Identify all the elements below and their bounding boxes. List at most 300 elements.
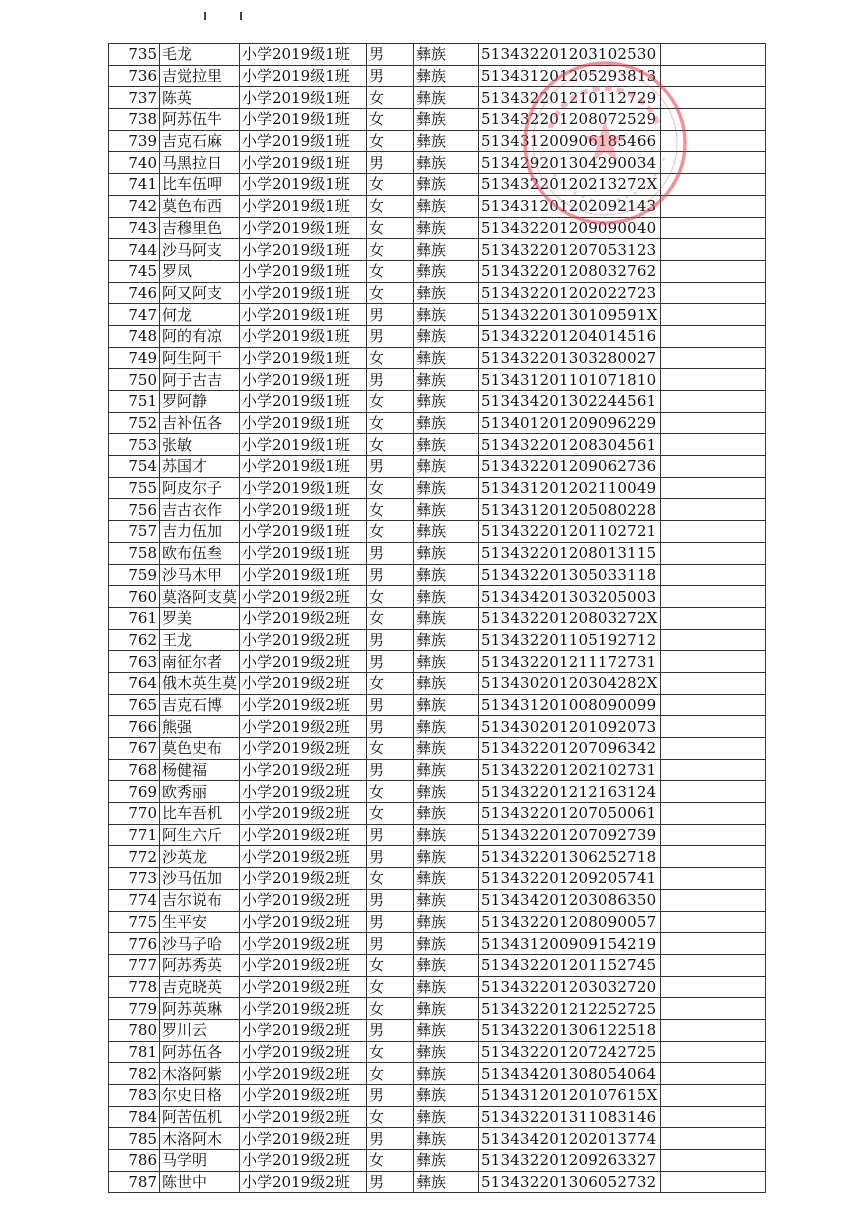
row-number-cell: 776 bbox=[109, 933, 160, 955]
student-name-cell: 比车伍呷 bbox=[160, 174, 240, 196]
empty-cell bbox=[660, 152, 765, 174]
table-row bbox=[109, 1019, 766, 1041]
id-number-cell: 513431201205293813 bbox=[479, 65, 661, 87]
ethnicity-cell: 彝族 bbox=[414, 217, 479, 239]
class-name-cell: 小学2019级2班 bbox=[240, 1019, 367, 1041]
row-number-cell: 747 bbox=[109, 304, 160, 326]
row-number-cell: 769 bbox=[109, 781, 160, 803]
class-name-cell: 小学2019级2班 bbox=[240, 607, 367, 629]
empty-cell bbox=[660, 586, 765, 608]
ethnicity-cell: 彝族 bbox=[414, 954, 479, 976]
scan-mark bbox=[204, 12, 206, 20]
row-number-cell: 779 bbox=[109, 998, 160, 1020]
class-name-cell: 小学2019级2班 bbox=[240, 976, 367, 998]
gender-cell: 女 bbox=[367, 195, 414, 217]
gender-cell: 男 bbox=[367, 759, 414, 781]
id-number-cell: 513434201302244561 bbox=[479, 391, 661, 413]
empty-cell bbox=[660, 499, 765, 521]
student-name-cell: 阿苏伍牛 bbox=[160, 109, 240, 131]
table-row bbox=[109, 1150, 766, 1172]
ethnicity-cell: 彝族 bbox=[414, 933, 479, 955]
class-name-cell: 小学2019级2班 bbox=[240, 1150, 367, 1172]
ethnicity-cell: 彝族 bbox=[414, 477, 479, 499]
class-name-cell: 小学2019级1班 bbox=[240, 369, 367, 391]
class-name-cell: 小学2019级1班 bbox=[240, 174, 367, 196]
class-name-cell: 小学2019级2班 bbox=[240, 911, 367, 933]
table-row bbox=[109, 716, 766, 738]
ethnicity-cell: 彝族 bbox=[414, 130, 479, 152]
class-name-cell: 小学2019级2班 bbox=[240, 868, 367, 890]
table-row bbox=[109, 412, 766, 434]
student-name-cell: 陈英 bbox=[160, 87, 240, 109]
empty-cell bbox=[660, 260, 765, 282]
empty-cell bbox=[660, 434, 765, 456]
empty-cell bbox=[660, 846, 765, 868]
student-name-cell: 莫色布西 bbox=[160, 195, 240, 217]
gender-cell: 女 bbox=[367, 954, 414, 976]
student-name-cell: 沙马木甲 bbox=[160, 564, 240, 586]
gender-cell: 女 bbox=[367, 521, 414, 543]
row-number-cell: 785 bbox=[109, 1128, 160, 1150]
class-name-cell: 小学2019级1班 bbox=[240, 282, 367, 304]
table-row bbox=[109, 1085, 766, 1107]
class-name-cell: 小学2019级1班 bbox=[240, 477, 367, 499]
row-number-cell: 735 bbox=[109, 44, 160, 66]
ethnicity-cell: 彝族 bbox=[414, 434, 479, 456]
row-number-cell: 786 bbox=[109, 1150, 160, 1172]
ethnicity-cell: 彝族 bbox=[414, 369, 479, 391]
ethnicity-cell: 彝族 bbox=[414, 325, 479, 347]
class-name-cell: 小学2019级1班 bbox=[240, 109, 367, 131]
table-row bbox=[109, 1063, 766, 1085]
row-number-cell: 743 bbox=[109, 217, 160, 239]
table-row bbox=[109, 933, 766, 955]
student-name-cell: 阿于古吉 bbox=[160, 369, 240, 391]
ethnicity-cell: 彝族 bbox=[414, 1019, 479, 1041]
class-name-cell: 小学2019级1班 bbox=[240, 564, 367, 586]
id-number-cell: 513434201203086350 bbox=[479, 889, 661, 911]
class-name-cell: 小学2019级1班 bbox=[240, 195, 367, 217]
table-row bbox=[109, 889, 766, 911]
gender-cell: 女 bbox=[367, 109, 414, 131]
row-number-cell: 774 bbox=[109, 889, 160, 911]
ethnicity-cell: 彝族 bbox=[414, 738, 479, 760]
student-name-cell: 阿又阿支 bbox=[160, 282, 240, 304]
ethnicity-cell: 彝族 bbox=[414, 1128, 479, 1150]
table-row bbox=[109, 130, 766, 152]
gender-cell: 女 bbox=[367, 391, 414, 413]
id-number-cell: 513431201008090099 bbox=[479, 694, 661, 716]
empty-cell bbox=[660, 347, 765, 369]
id-number-cell: 513432201209090040 bbox=[479, 217, 661, 239]
gender-cell: 男 bbox=[367, 325, 414, 347]
student-name-cell: 阿苏伍各 bbox=[160, 1041, 240, 1063]
row-number-cell: 758 bbox=[109, 542, 160, 564]
empty-cell bbox=[660, 629, 765, 651]
student-name-cell: 吉补伍各 bbox=[160, 412, 240, 434]
table-row bbox=[109, 391, 766, 413]
id-number-cell: 513432201212252725 bbox=[479, 998, 661, 1020]
student-name-cell: 罗凤 bbox=[160, 260, 240, 282]
student-name-cell: 木洛阿紫 bbox=[160, 1063, 240, 1085]
empty-cell bbox=[660, 304, 765, 326]
row-number-cell: 748 bbox=[109, 325, 160, 347]
table-row bbox=[109, 998, 766, 1020]
table-row bbox=[109, 1041, 766, 1063]
student-name-cell: 沙马伍加 bbox=[160, 868, 240, 890]
student-name-cell: 比车吾机 bbox=[160, 803, 240, 825]
ethnicity-cell: 彝族 bbox=[414, 1171, 479, 1193]
id-number-cell: 513432201211172731 bbox=[479, 651, 661, 673]
class-name-cell: 小学2019级2班 bbox=[240, 694, 367, 716]
row-number-cell: 782 bbox=[109, 1063, 160, 1085]
student-name-cell: 杨健福 bbox=[160, 759, 240, 781]
row-number-cell: 756 bbox=[109, 499, 160, 521]
gender-cell: 男 bbox=[367, 629, 414, 651]
ethnicity-cell: 彝族 bbox=[414, 347, 479, 369]
id-number-cell: 513431200909154219 bbox=[479, 933, 661, 955]
class-name-cell: 小学2019级1班 bbox=[240, 152, 367, 174]
gender-cell: 男 bbox=[367, 1019, 414, 1041]
id-number-cell: 513434201303205003 bbox=[479, 586, 661, 608]
ethnicity-cell: 彝族 bbox=[414, 629, 479, 651]
table-row bbox=[109, 1171, 766, 1193]
class-name-cell: 小学2019级2班 bbox=[240, 586, 367, 608]
row-number-cell: 755 bbox=[109, 477, 160, 499]
student-name-cell: 苏国才 bbox=[160, 456, 240, 478]
student-name-cell: 熊强 bbox=[160, 716, 240, 738]
table-row bbox=[109, 521, 766, 543]
id-number-cell: 513432201306252718 bbox=[479, 846, 661, 868]
empty-cell bbox=[660, 391, 765, 413]
gender-cell: 男 bbox=[367, 694, 414, 716]
gender-cell: 女 bbox=[367, 976, 414, 998]
id-number-cell: 513431201101071810 bbox=[479, 369, 661, 391]
ethnicity-cell: 彝族 bbox=[414, 391, 479, 413]
empty-cell bbox=[660, 130, 765, 152]
gender-cell: 男 bbox=[367, 542, 414, 564]
gender-cell: 男 bbox=[367, 933, 414, 955]
id-number-cell: 513432201209062736 bbox=[479, 456, 661, 478]
ethnicity-cell: 彝族 bbox=[414, 716, 479, 738]
row-number-cell: 784 bbox=[109, 1106, 160, 1128]
empty-cell bbox=[660, 759, 765, 781]
class-name-cell: 小学2019级1班 bbox=[240, 65, 367, 87]
table-row bbox=[109, 282, 766, 304]
empty-cell bbox=[660, 1085, 765, 1107]
id-number-cell: 513432201306122518 bbox=[479, 1019, 661, 1041]
row-number-cell: 750 bbox=[109, 369, 160, 391]
id-number-cell: 51343020120304282X bbox=[479, 672, 661, 694]
row-number-cell: 742 bbox=[109, 195, 160, 217]
ethnicity-cell: 彝族 bbox=[414, 694, 479, 716]
student-name-cell: 吉克石麻 bbox=[160, 130, 240, 152]
ethnicity-cell: 彝族 bbox=[414, 174, 479, 196]
id-number-cell: 513432201201152745 bbox=[479, 954, 661, 976]
table-row bbox=[109, 694, 766, 716]
gender-cell: 女 bbox=[367, 803, 414, 825]
table-row bbox=[109, 911, 766, 933]
id-number-cell: 513430201201092073 bbox=[479, 716, 661, 738]
empty-cell bbox=[660, 109, 765, 131]
id-number-cell: 513432201207096342 bbox=[479, 738, 661, 760]
gender-cell: 女 bbox=[367, 672, 414, 694]
ethnicity-cell: 彝族 bbox=[414, 781, 479, 803]
ethnicity-cell: 彝族 bbox=[414, 824, 479, 846]
row-number-cell: 744 bbox=[109, 239, 160, 261]
table-row bbox=[109, 65, 766, 87]
student-name-cell: 莫色史布 bbox=[160, 738, 240, 760]
student-name-cell: 何龙 bbox=[160, 304, 240, 326]
class-name-cell: 小学2019级2班 bbox=[240, 933, 367, 955]
student-name-cell: 罗阿静 bbox=[160, 391, 240, 413]
empty-cell bbox=[660, 738, 765, 760]
table-row bbox=[109, 347, 766, 369]
gender-cell: 男 bbox=[367, 65, 414, 87]
table-row bbox=[109, 152, 766, 174]
row-number-cell: 762 bbox=[109, 629, 160, 651]
gender-cell: 男 bbox=[367, 1128, 414, 1150]
row-number-cell: 745 bbox=[109, 260, 160, 282]
class-name-cell: 小学2019级1班 bbox=[240, 44, 367, 66]
empty-cell bbox=[660, 174, 765, 196]
student-name-cell: 吉穆里色 bbox=[160, 217, 240, 239]
table-row bbox=[109, 195, 766, 217]
ethnicity-cell: 彝族 bbox=[414, 868, 479, 890]
table-row bbox=[109, 260, 766, 282]
empty-cell bbox=[660, 1019, 765, 1041]
student-name-cell: 尔史日格 bbox=[160, 1085, 240, 1107]
ethnicity-cell: 彝族 bbox=[414, 456, 479, 478]
gender-cell: 女 bbox=[367, 477, 414, 499]
empty-cell bbox=[660, 824, 765, 846]
empty-cell bbox=[660, 607, 765, 629]
row-number-cell: 781 bbox=[109, 1041, 160, 1063]
class-name-cell: 小学2019级2班 bbox=[240, 716, 367, 738]
table-row bbox=[109, 868, 766, 890]
ethnicity-cell: 彝族 bbox=[414, 564, 479, 586]
row-number-cell: 763 bbox=[109, 651, 160, 673]
id-number-cell: 513432201105192712 bbox=[479, 629, 661, 651]
gender-cell: 男 bbox=[367, 1085, 414, 1107]
empty-cell bbox=[660, 456, 765, 478]
row-number-cell: 771 bbox=[109, 824, 160, 846]
table-row bbox=[109, 954, 766, 976]
id-number-cell: 513434201202013774 bbox=[479, 1128, 661, 1150]
student-name-cell: 阿生阿干 bbox=[160, 347, 240, 369]
gender-cell: 男 bbox=[367, 846, 414, 868]
table-row bbox=[109, 456, 766, 478]
row-number-cell: 760 bbox=[109, 586, 160, 608]
empty-cell bbox=[660, 1171, 765, 1193]
row-number-cell: 768 bbox=[109, 759, 160, 781]
table-row bbox=[109, 239, 766, 261]
student-name-cell: 阿的有凉 bbox=[160, 325, 240, 347]
student-roster-table bbox=[108, 43, 766, 1193]
table-row bbox=[109, 542, 766, 564]
ethnicity-cell: 彝族 bbox=[414, 998, 479, 1020]
empty-cell bbox=[660, 781, 765, 803]
table-row bbox=[109, 325, 766, 347]
empty-cell bbox=[660, 868, 765, 890]
row-number-cell: 740 bbox=[109, 152, 160, 174]
gender-cell: 男 bbox=[367, 564, 414, 586]
row-number-cell: 773 bbox=[109, 868, 160, 890]
scan-mark bbox=[240, 12, 242, 20]
row-number-cell: 752 bbox=[109, 412, 160, 434]
class-name-cell: 小学2019级1班 bbox=[240, 217, 367, 239]
table-row bbox=[109, 738, 766, 760]
table-row bbox=[109, 781, 766, 803]
id-number-cell: 513432201207050061 bbox=[479, 803, 661, 825]
empty-cell bbox=[660, 87, 765, 109]
id-number-cell: 513431201205080228 bbox=[479, 499, 661, 521]
table-row bbox=[109, 1128, 766, 1150]
id-number-cell: 513431201202110049 bbox=[479, 477, 661, 499]
gender-cell: 女 bbox=[367, 868, 414, 890]
gender-cell: 女 bbox=[367, 1041, 414, 1063]
ethnicity-cell: 彝族 bbox=[414, 65, 479, 87]
gender-cell: 女 bbox=[367, 1063, 414, 1085]
row-number-cell: 759 bbox=[109, 564, 160, 586]
empty-cell bbox=[660, 65, 765, 87]
class-name-cell: 小学2019级2班 bbox=[240, 954, 367, 976]
class-name-cell: 小学2019级2班 bbox=[240, 738, 367, 760]
row-number-cell: 767 bbox=[109, 738, 160, 760]
class-name-cell: 小学2019级1班 bbox=[240, 87, 367, 109]
row-number-cell: 777 bbox=[109, 954, 160, 976]
ethnicity-cell: 彝族 bbox=[414, 44, 479, 66]
empty-cell bbox=[660, 651, 765, 673]
gender-cell: 男 bbox=[367, 911, 414, 933]
gender-cell: 女 bbox=[367, 1150, 414, 1172]
row-number-cell: 737 bbox=[109, 87, 160, 109]
ethnicity-cell: 彝族 bbox=[414, 1106, 479, 1128]
ethnicity-cell: 彝族 bbox=[414, 586, 479, 608]
id-number-cell: 51343220120213272X bbox=[479, 174, 661, 196]
student-name-cell: 吉力伍加 bbox=[160, 521, 240, 543]
student-name-cell: 吉克石博 bbox=[160, 694, 240, 716]
id-number-cell: 51343220130109591X bbox=[479, 304, 661, 326]
empty-cell bbox=[660, 954, 765, 976]
row-number-cell: 787 bbox=[109, 1171, 160, 1193]
student-name-cell: 俄木英生莫 bbox=[160, 672, 240, 694]
student-name-cell: 阿苦伍机 bbox=[160, 1106, 240, 1128]
table-row bbox=[109, 607, 766, 629]
id-number-cell: 51343120120107615X bbox=[479, 1085, 661, 1107]
table-row bbox=[109, 109, 766, 131]
empty-cell bbox=[660, 976, 765, 998]
student-name-cell: 沙马子哈 bbox=[160, 933, 240, 955]
student-name-cell: 马学明 bbox=[160, 1150, 240, 1172]
ethnicity-cell: 彝族 bbox=[414, 1150, 479, 1172]
empty-cell bbox=[660, 542, 765, 564]
ethnicity-cell: 彝族 bbox=[414, 846, 479, 868]
table-row bbox=[109, 87, 766, 109]
student-name-cell: 阿生六斤 bbox=[160, 824, 240, 846]
empty-cell bbox=[660, 239, 765, 261]
empty-cell bbox=[660, 716, 765, 738]
row-number-cell: 775 bbox=[109, 911, 160, 933]
id-number-cell: 513432201212163124 bbox=[479, 781, 661, 803]
gender-cell: 女 bbox=[367, 434, 414, 456]
id-number-cell: 513429201304290034 bbox=[479, 152, 661, 174]
roster-body bbox=[109, 44, 766, 1193]
gender-cell: 男 bbox=[367, 889, 414, 911]
id-number-cell: 513432201204014516 bbox=[479, 325, 661, 347]
class-name-cell: 小学2019级2班 bbox=[240, 1041, 367, 1063]
class-name-cell: 小学2019级2班 bbox=[240, 1106, 367, 1128]
empty-cell bbox=[660, 325, 765, 347]
ethnicity-cell: 彝族 bbox=[414, 542, 479, 564]
student-name-cell: 阿皮尔子 bbox=[160, 477, 240, 499]
id-number-cell: 513432201202102731 bbox=[479, 759, 661, 781]
gender-cell: 女 bbox=[367, 998, 414, 1020]
student-name-cell: 罗川云 bbox=[160, 1019, 240, 1041]
class-name-cell: 小学2019级2班 bbox=[240, 759, 367, 781]
student-name-cell: 吉觉拉里 bbox=[160, 65, 240, 87]
row-number-cell: 738 bbox=[109, 109, 160, 131]
ethnicity-cell: 彝族 bbox=[414, 672, 479, 694]
gender-cell: 女 bbox=[367, 217, 414, 239]
table-row bbox=[109, 803, 766, 825]
id-number-cell: 513432201210112729 bbox=[479, 87, 661, 109]
table-row bbox=[109, 629, 766, 651]
ethnicity-cell: 彝族 bbox=[414, 651, 479, 673]
student-name-cell: 沙英龙 bbox=[160, 846, 240, 868]
gender-cell: 男 bbox=[367, 456, 414, 478]
empty-cell bbox=[660, 564, 765, 586]
class-name-cell: 小学2019级1班 bbox=[240, 542, 367, 564]
table-row bbox=[109, 1106, 766, 1128]
ethnicity-cell: 彝族 bbox=[414, 976, 479, 998]
gender-cell: 女 bbox=[367, 174, 414, 196]
student-name-cell: 木洛阿木 bbox=[160, 1128, 240, 1150]
empty-cell bbox=[660, 477, 765, 499]
gender-cell: 女 bbox=[367, 260, 414, 282]
row-number-cell: 778 bbox=[109, 976, 160, 998]
gender-cell: 男 bbox=[367, 651, 414, 673]
ethnicity-cell: 彝族 bbox=[414, 239, 479, 261]
id-number-cell: 513432201207242725 bbox=[479, 1041, 661, 1063]
class-name-cell: 小学2019级1班 bbox=[240, 130, 367, 152]
row-number-cell: 757 bbox=[109, 521, 160, 543]
class-name-cell: 小学2019级1班 bbox=[240, 521, 367, 543]
class-name-cell: 小学2019级2班 bbox=[240, 672, 367, 694]
student-name-cell: 阿苏英琳 bbox=[160, 998, 240, 1020]
class-name-cell: 小学2019级1班 bbox=[240, 434, 367, 456]
id-number-cell: 513434201308054064 bbox=[479, 1063, 661, 1085]
class-name-cell: 小学2019级2班 bbox=[240, 846, 367, 868]
class-name-cell: 小学2019级1班 bbox=[240, 347, 367, 369]
table-row bbox=[109, 824, 766, 846]
class-name-cell: 小学2019级2班 bbox=[240, 1063, 367, 1085]
gender-cell: 女 bbox=[367, 87, 414, 109]
row-number-cell: 765 bbox=[109, 694, 160, 716]
ethnicity-cell: 彝族 bbox=[414, 412, 479, 434]
class-name-cell: 小学2019级2班 bbox=[240, 1171, 367, 1193]
gender-cell: 男 bbox=[367, 304, 414, 326]
gender-cell: 男 bbox=[367, 824, 414, 846]
class-name-cell: 小学2019级1班 bbox=[240, 325, 367, 347]
ethnicity-cell: 彝族 bbox=[414, 195, 479, 217]
empty-cell bbox=[660, 1041, 765, 1063]
id-number-cell: 513401201209096229 bbox=[479, 412, 661, 434]
id-number-cell: 513432201209263327 bbox=[479, 1150, 661, 1172]
gender-cell: 女 bbox=[367, 586, 414, 608]
empty-cell bbox=[660, 1063, 765, 1085]
ethnicity-cell: 彝族 bbox=[414, 889, 479, 911]
